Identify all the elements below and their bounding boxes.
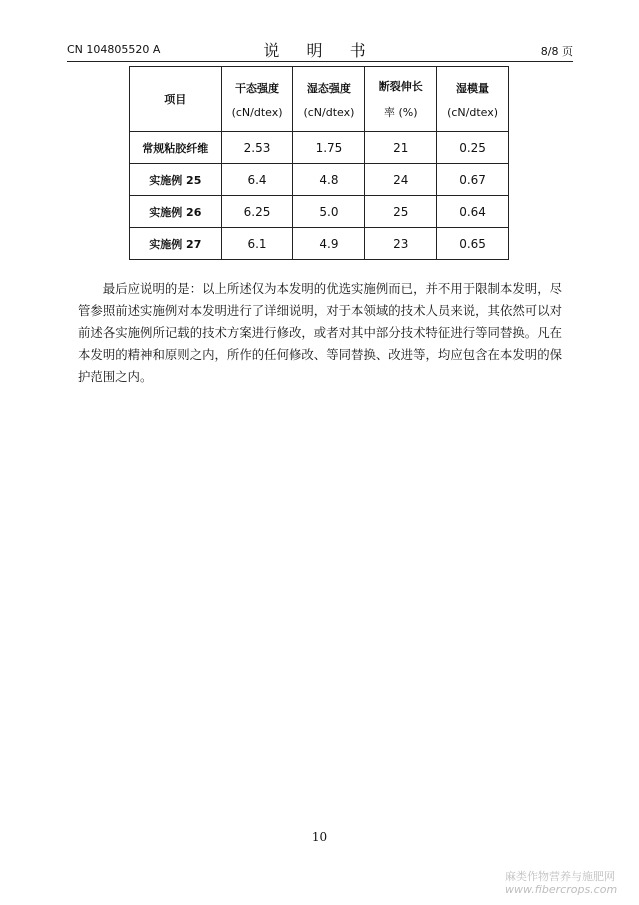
cell-dry-strength: 6.1 xyxy=(221,228,293,260)
cell-dry-strength: 6.25 xyxy=(221,196,293,228)
header-cell-elongation: 断裂伸长 率 (%) xyxy=(365,67,437,132)
cell-dry-strength: 6.4 xyxy=(221,164,293,196)
row-label: 实施例 27 xyxy=(130,228,222,260)
cell-wet-strength: 1.75 xyxy=(293,132,365,164)
watermark-site-name: 麻类作物营养与施肥网 xyxy=(505,870,615,883)
cell-wet-modulus: 0.65 xyxy=(437,228,509,260)
cell-elongation: 25 xyxy=(365,196,437,228)
page-indicator: 8/8 页 xyxy=(540,45,573,58)
document-title: 说 明 书 xyxy=(263,41,377,60)
properties-table xyxy=(129,66,509,260)
cell-wet-modulus: 0.25 xyxy=(437,132,509,164)
header-cell-dry-strength: 干态强度 (cN/dtex) xyxy=(221,67,293,132)
row-label: 常规粘胶纤维 xyxy=(130,132,222,164)
watermark-url: www.fibercrops.com xyxy=(505,883,618,896)
cell-wet-strength: 5.0 xyxy=(293,196,365,228)
header-rule xyxy=(67,61,573,62)
row-label: 实施例 26 xyxy=(130,196,222,228)
header-cell-item: 项目 xyxy=(130,67,222,132)
table-row xyxy=(130,132,509,164)
cell-dry-strength: 2.53 xyxy=(221,132,293,164)
header-cell-wet-strength: 湿态强度 (cN/dtex) xyxy=(293,67,365,132)
cell-elongation: 23 xyxy=(365,228,437,260)
watermark xyxy=(505,870,635,896)
row-label: 实施例 25 xyxy=(130,164,222,196)
cell-wet-strength: 4.9 xyxy=(293,228,365,260)
closing-paragraph: 最后应说明的是：以上所述仅为本发明的优选实施例而已，并不用于限制本发明，尽管参照前述实施例对本发明进行了详细说明，对于本领域的技术人员来说，其依然可以对前述各实施例所记载的技术方案进行修改，或者对其中部分技术特征进行等同替换。凡在本发明的精神和原则之内，所作的任何修改、等同替换、改进等，均应包含在本发明的保护范围之内。 xyxy=(78,281,562,385)
cell-wet-modulus: 0.64 xyxy=(437,196,509,228)
page-header xyxy=(67,40,573,60)
patent-number: CN 104805520 A xyxy=(67,43,161,56)
page-number: 10 xyxy=(311,830,328,844)
table-row xyxy=(130,196,509,228)
table-row xyxy=(130,164,509,196)
cell-wet-strength: 4.8 xyxy=(293,164,365,196)
cell-elongation: 21 xyxy=(365,132,437,164)
cell-elongation: 24 xyxy=(365,164,437,196)
table-header-row xyxy=(130,67,509,132)
header-cell-wet-modulus: 湿模量 (cN/dtex) xyxy=(437,67,509,132)
table-row xyxy=(130,228,509,260)
cell-wet-modulus: 0.67 xyxy=(437,164,509,196)
